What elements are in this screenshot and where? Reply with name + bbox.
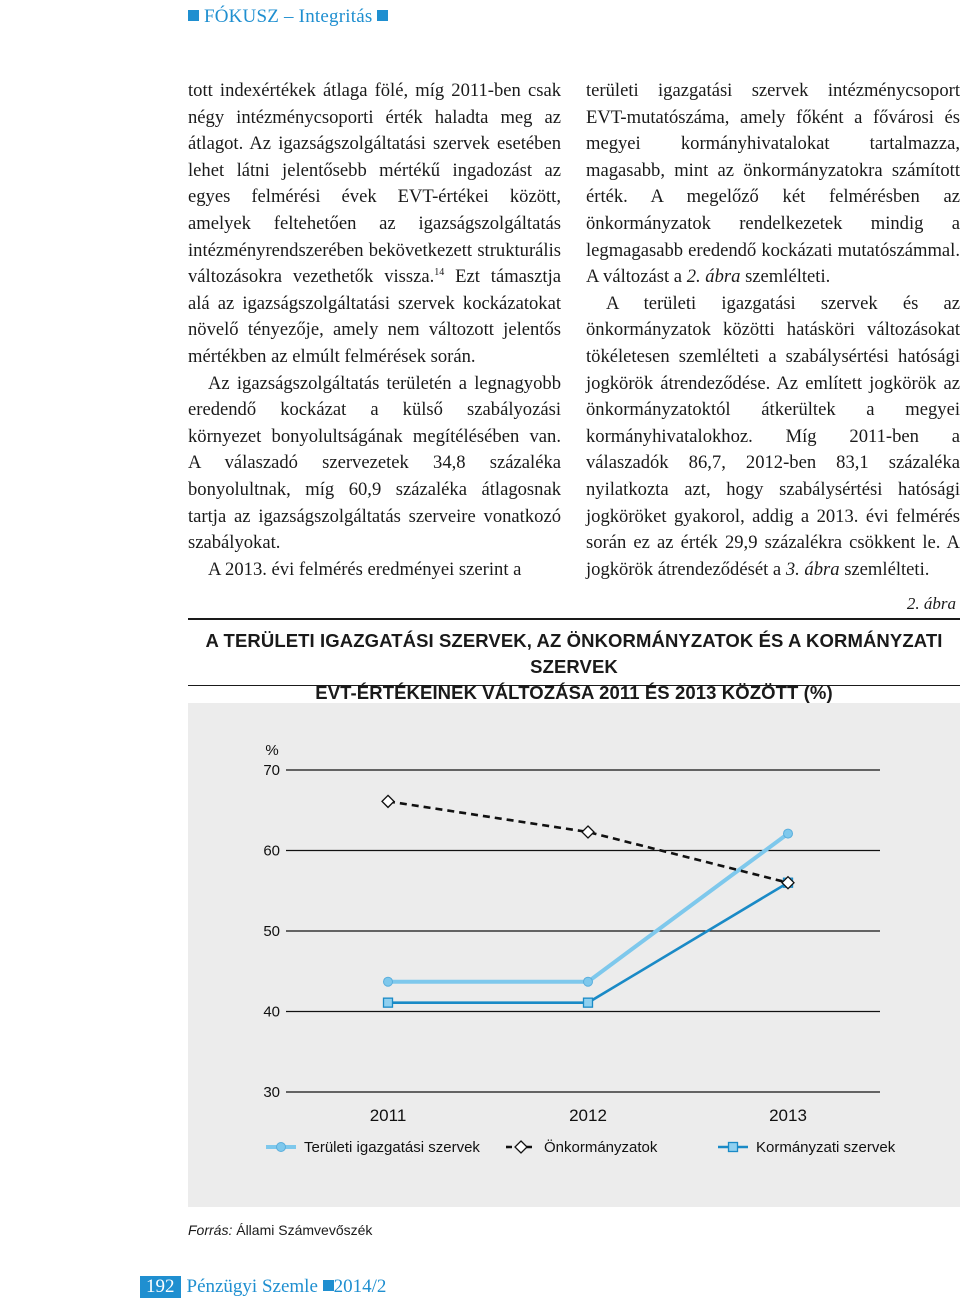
line-chart — [188, 703, 960, 1207]
paragraph: A területi igazgatási szervek és az önkormányzatok közötti hatásköri változásokat tökéletesen szemlélteti a szabálysértési hatósági jogkörök átrendeződése. Az említett jogkörök az önkormányzatoktól átkerültek a megyei kormányhivatalokhoz. Míg 2011-ben a válaszadók 86,7, 2012-ben 83,1 százaléka nyilatkozta azt, hogy szabálysértési hatósági jogköröket gyakorol, addig a 2013. évi felmérés során ez az érték 29,9 százalékra csökkent le. A jogkörök átrendeződését a 3. ábra szemlélteti. — [586, 292, 960, 580]
footnote-ref[interactable]: 14 — [434, 266, 445, 278]
y-tick-label: 60 — [263, 842, 280, 860]
figure-title-line: EVT-ÉRTÉKEINEK VÁLTOZÁSA 2011 ÉS 2013 KÖZÖTT (%) — [315, 682, 833, 703]
data-point — [384, 998, 393, 1007]
legend-marker — [515, 1141, 527, 1153]
figure-label: 2. ábra — [906, 594, 956, 613]
paragraph: A 2013. évi felmérés eredményei szerint a — [208, 558, 522, 580]
data-point — [382, 795, 394, 807]
x-tick-label: 2012 — [569, 1106, 607, 1125]
data-point — [582, 826, 594, 838]
legend-label: Területi igazgatási szervek — [304, 1139, 480, 1156]
data-point — [584, 998, 593, 1007]
journal-issue: 2014/2 — [333, 1276, 387, 1297]
y-tick-label: 70 — [263, 762, 280, 779]
page-number: 192 — [140, 1276, 181, 1298]
paragraph: területi igazgatási szervek intézménycsoport EVT-mutatószáma, amely főként a fővárosi és megyei kormányhivatalokat tartalmazza, magasabb, mint az önkormányzatokra számított érték. A megelőző két felmérésben az önkormányzatok rendelkezetek mindig a legmagasabb eredendő kockázati mutatószámmal. A változást a 2. ábra szemlélteti. — [586, 80, 960, 288]
header-square-icon — [188, 10, 199, 21]
left-column — [188, 78, 561, 583]
source-label: Forrás: — [188, 1222, 233, 1238]
figure-title — [188, 628, 960, 706]
legend-marker — [277, 1143, 286, 1152]
data-point — [784, 829, 793, 838]
y-tick-label: 50 — [263, 923, 280, 940]
header-section: FÓKUSZ — [203, 6, 280, 27]
series-line — [388, 834, 788, 982]
paragraph: Az igazságszolgáltatás területén a legnagyobb eredendő kockázat a külső szabályozási környezet bonyolultságának megítélésében van. A válaszadó szervezetek 34,8 százaléka bonyolultnak, míg 60,9 százaléka átlagosnak tartja az igazságszolgáltatás szerveire vonatkozó szabályokat. — [188, 372, 561, 554]
source-text: Állami Számvevőszék — [232, 1222, 373, 1238]
right-column — [586, 78, 960, 583]
chart-panel — [188, 703, 960, 1207]
header-square-icon — [377, 10, 388, 21]
running-header — [188, 6, 388, 28]
source-note — [188, 1222, 372, 1238]
y-axis-unit: % — [265, 742, 279, 759]
footer-square-icon — [323, 1280, 334, 1291]
x-tick-label: 2011 — [369, 1106, 407, 1125]
journal-name: Pénzügyi Szemle — [186, 1276, 318, 1297]
x-tick-label: 2013 — [769, 1106, 807, 1125]
legend-marker — [729, 1143, 738, 1152]
y-tick-label: 40 — [263, 1003, 280, 1021]
legend-label: Önkormányzatok — [544, 1139, 658, 1156]
header-dash: – — [284, 6, 294, 27]
page-footer — [140, 1276, 386, 1298]
y-tick-label: 30 — [263, 1084, 280, 1101]
figure-ref[interactable]: 2. ábra — [686, 266, 741, 288]
figure-title-line: A TERÜLETI IGAZGATÁSI SZERVEK, AZ ÖNKORMÁNYZATOK ÉS A KORMÁNYZATI SZERVEK — [205, 630, 943, 677]
figure-top-rule — [188, 618, 960, 620]
paragraph: tott indexértékek átlaga fölé, míg 2011-ben csak négy intézménycsoporti érték haladta meg az átlagot. Az igazságszolgáltatási szervek esetében lehet látni jelentősebb mértékű ingadozást az egyes felmérési évek EVT-értékei között, amelyek feltehetően az igazságszolgáltatás intézményrendszerében bekövetkezett strukturális változásokra vezethetők vissza.$^{14}$ Ezt támasztja alá az igazságszolgáltatási szervek kockázatokat növelő tényezője, amely nem változott jelentős mértékben az elmúlt felmérések során. — [188, 80, 561, 367]
data-point — [384, 977, 393, 986]
data-point — [584, 977, 593, 986]
header-topic: Integritás — [298, 6, 373, 27]
legend-label: Kormányzati szervek — [756, 1139, 896, 1156]
series-line — [388, 801, 788, 882]
figure-bottom-rule — [188, 685, 960, 686]
figure-ref[interactable]: 3. ábra — [785, 558, 840, 580]
